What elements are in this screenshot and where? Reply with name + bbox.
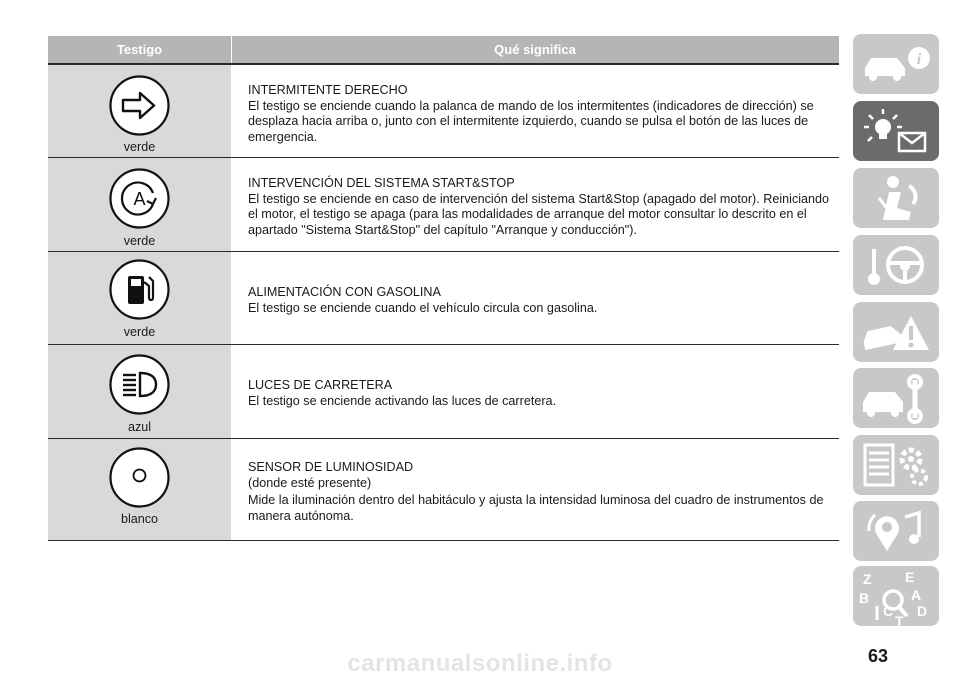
indicator-color: verde — [123, 140, 156, 154]
row-description: El testigo se enciende activando las luces de carretera. — [248, 393, 557, 408]
header-meaning: Qué significa — [494, 42, 576, 57]
page-number: 63 — [868, 646, 889, 666]
header-indicator: Testigo — [116, 42, 163, 57]
table-row — [48, 65, 839, 158]
table-row — [48, 252, 839, 345]
right-turn-arrow-icon — [109, 75, 170, 136]
table-header — [48, 36, 839, 65]
row-description: El testigo se enciende cuando la palanca de mando de los intermitentes (indicadores de dirección) se desplaza hacia arriba o, junto con el intermitente izquierdo, cuando se pulsa el botón de las luces de emergencia. — [248, 98, 814, 144]
row-title: INTERMITENTE DERECHO — [248, 83, 408, 97]
tab-starting-driving[interactable] — [853, 235, 939, 295]
indicator-color: verde — [123, 234, 156, 248]
watermark: carmanualsonline.info — [347, 650, 613, 677]
svg-text:Z: Z — [863, 571, 872, 587]
tab-emergency[interactable] — [853, 302, 939, 362]
alphabetical-index-icon — [853, 566, 939, 626]
start-stop-icon — [109, 168, 170, 229]
tab-technical-data[interactable] — [853, 435, 939, 495]
row-subtitle: (donde esté presente) — [248, 475, 372, 490]
svg-text:i: i — [916, 51, 922, 68]
svg-text:B: B — [859, 590, 870, 606]
svg-text:E: E — [905, 569, 915, 585]
tab-index[interactable] — [853, 566, 939, 626]
row-description: Mide la iluminación dentro del habitáculo y ajusta la intensidad luminosa del cuadro de instrumentos de manera autónoma. — [248, 493, 824, 523]
table-row — [48, 158, 839, 252]
row-description: El testigo se enciende cuando el vehículo circula con gasolina. — [248, 300, 598, 315]
high-beam-icon — [109, 354, 170, 415]
indicator-color: azul — [127, 420, 152, 434]
tab-warning-lights[interactable] — [853, 101, 939, 161]
row-description: El testigo se enciende en caso de intervención del sistema Start&Stop (apagado del motor). Reiniciando el motor, el testigo se apaga (para las modalidades de arranque del motor consultar lo descrito en el apartado "Sistema Start&Stop" del capítulo "Arranque y conducción"). — [248, 191, 830, 237]
tab-maintenance[interactable] — [853, 368, 939, 428]
indicator-color: blanco — [120, 512, 159, 526]
tab-safety[interactable] — [853, 168, 939, 228]
indicator-color: verde — [123, 325, 156, 339]
row-title: LUCES DE CARRETERA — [248, 378, 393, 392]
table-row — [48, 345, 839, 439]
fuel-pump-icon — [109, 259, 170, 320]
svg-text:D: D — [917, 603, 928, 619]
tab-multimedia[interactable] — [853, 501, 939, 561]
car-maintenance-icon — [853, 368, 939, 428]
seat-airbag-icon — [853, 168, 939, 228]
row-title: SENSOR DE LUMINOSIDAD — [248, 460, 414, 474]
car-accident-warning-icon — [853, 302, 939, 362]
multimedia-icon — [853, 501, 939, 561]
svg-text:T: T — [895, 613, 904, 626]
row-title: ALIMENTACIÓN CON GASOLINA — [248, 285, 441, 299]
light-sensor-icon — [109, 447, 170, 508]
svg-text:A: A — [911, 587, 922, 603]
warning-light-message-icon — [853, 101, 939, 161]
warning-lights-table — [48, 36, 839, 541]
tab-car-info[interactable] — [853, 34, 939, 94]
technical-data-icon — [853, 435, 939, 495]
car-info-icon — [853, 34, 939, 94]
svg-text:A: A — [133, 189, 146, 209]
svg-text:C: C — [883, 603, 894, 619]
row-title: INTERVENCIÓN DEL SISTEMA START&STOP — [248, 176, 515, 190]
table-row — [48, 439, 839, 541]
key-steering-wheel-icon — [853, 235, 939, 295]
